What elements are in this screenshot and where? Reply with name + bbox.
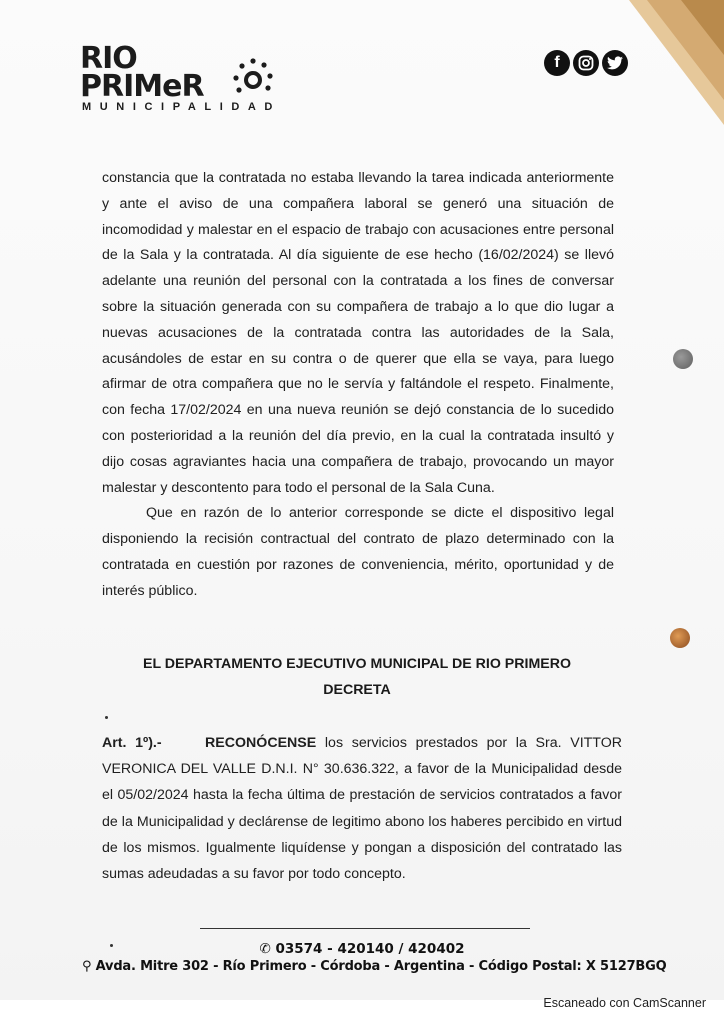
twitter-bird-glyph: [607, 56, 623, 70]
facebook-letter: f: [554, 54, 560, 71]
paragraph-2: Que en razón de lo anterior corresponde se dicte el dispositivo legal disponiendo la recisión contractual del contrato de plazo determinado con la contratada en cuestión por razones de conveniencia, mérito, oportunidad y de interés público.: [102, 505, 614, 599]
social-icons: [544, 50, 628, 76]
footer-phone-text: 03574 - 420140 / 420402: [275, 941, 465, 957]
footer-divider: [200, 928, 530, 929]
decree-heading-block: [120, 651, 594, 703]
logo-primer-text: PRIMeR: [80, 69, 204, 104]
footer-address-text: Avda. Mitre 302 - Río Primero - Córdoba - Argentina - Código Postal: X 5127BGQ: [95, 959, 667, 974]
instagram-glyph: [578, 55, 594, 71]
logo-municipalidad-text: MUNICIPALIDAD: [82, 101, 281, 113]
facebook-icon[interactable]: [544, 50, 570, 76]
phone-icon: ✆: [259, 941, 271, 957]
municipality-logo: [80, 41, 281, 116]
camscanner-watermark: Escaneado con CamScanner: [543, 996, 706, 1010]
binder-hole-2: [670, 628, 690, 648]
page-corner-fold: [629, 0, 724, 125]
article-verb: RECONÓCENSE: [205, 735, 317, 751]
logo-rio-text: RIO: [80, 41, 137, 76]
instagram-icon[interactable]: [573, 50, 599, 76]
scan-speck: [110, 944, 113, 947]
footer-phone: [0, 941, 724, 957]
article-label: Art. 1º).-: [102, 735, 162, 751]
decree-subheading: DECRETA: [323, 682, 391, 698]
sun-icon: [230, 54, 276, 100]
binder-hole-1: [673, 349, 693, 369]
footer-address: [82, 959, 667, 974]
article-text: los servicios prestados por la Sra. VITTOR VERONICA DEL VALLE D.N.I. N° 30.636.322, a favor de la Municipalidad desde el 05/02/2024 hasta la fecha última de prestación de servicios contratados a favor de la Municipalidad y declárense de legitimo abono los haberes percibido en virtud de los mismos. Igualmente liquídense y pongan a disposición del contratado las sumas adeudadas a su favor por todo concepto.: [102, 735, 622, 883]
twitter-icon[interactable]: [602, 50, 628, 76]
scan-speck: [105, 716, 108, 719]
body-text: [102, 166, 614, 605]
decree-heading: EL DEPARTAMENTO EJECUTIVO MUNICIPAL DE RIO PRIMERO: [142, 656, 572, 672]
location-pin-icon: ⚲: [82, 959, 92, 974]
paragraph-1: constancia que la contratada no estaba llevando la tarea indicada anteriormente y ante el aviso de una compañera laboral se generó una situación de incomodidad y malestar en el espacio de trabajo con acusaciones entre personal de la Sala y la contratada. Al día siguiente de ese hecho (16/02/2024) se llevó adelante una reunión del personal con la contratada a los fines de conversar sobre la situación generada con su compañera de trabajo a lo que dio lugar a nuevas acusaciones de la contratada contra las autoridades de la Sala, acusándoles de estar en su contra o de querer que ella se vaya, para luego afirmar de otra compañera que no le servía y faltándole el respeto. Finalmente, con fecha 17/02/2024 en una nueva reunión se dejó constancia de lo sucedido con posterioridad a la reunión del día previo, en la cual la contratada insultó y dijo cosas agraviantes hacia una compañera de trabajo, provocando un mayor malestar y descontento para todo el personal de la Sala Cuna.: [102, 170, 614, 496]
article-1: [102, 730, 622, 887]
